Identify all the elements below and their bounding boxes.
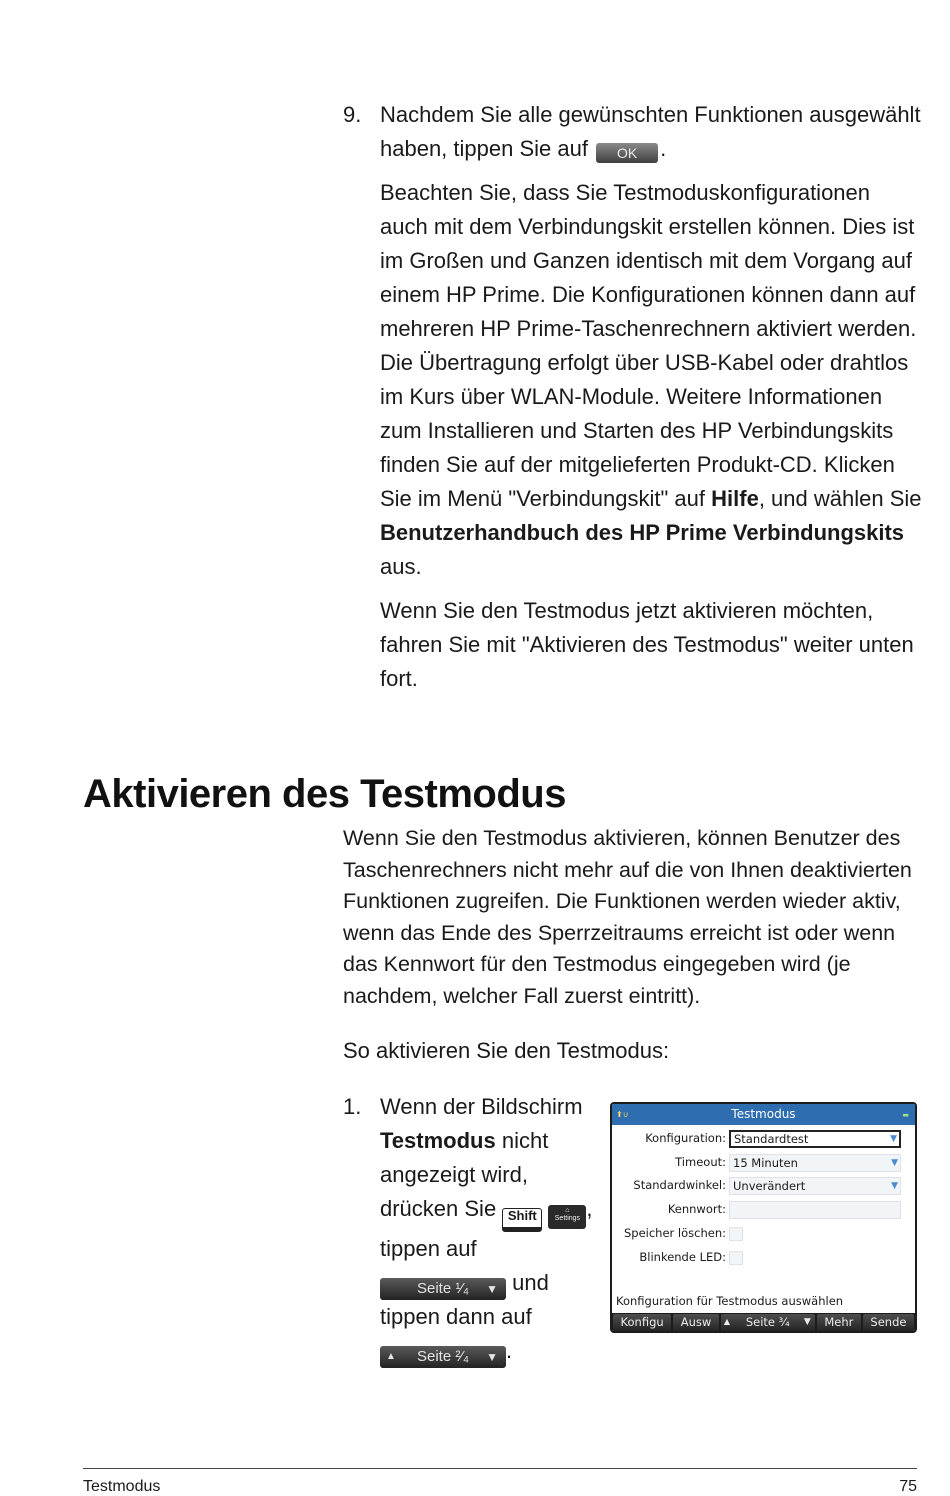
- home-settings-key-icon: ⌂ Settings: [548, 1205, 586, 1229]
- help-text: Konfiguration für Testmodus auswählen: [616, 1294, 844, 1308]
- arrow-down-icon: ▼: [486, 1282, 498, 1296]
- page-2-softkey: ▲ Seite ²⁄₄ ▼: [380, 1346, 506, 1368]
- menu-ausw[interactable]: Ausw: [673, 1314, 719, 1331]
- config-row: Konfiguration: Standardtest ▼: [612, 1129, 915, 1149]
- menu-mehr[interactable]: Mehr: [817, 1314, 861, 1331]
- angle-row: Standardwinkel: Unverändert ▼: [612, 1176, 915, 1196]
- page-1-softkey: Seite ¹⁄₄ ▼: [380, 1278, 506, 1300]
- calculator-screen: [610, 1102, 917, 1333]
- step-1: 1. Wenn der Bildschirm Testmodus nicht angezeigt wird, drücken Sie Shift ⌂ Settings , tippen auf Seite ¹⁄₄ ▼ und tippen dann auf ▲ Seite ²⁄₄ ▼ .: [343, 1090, 593, 1368]
- howto-line: So aktivieren Sie den Testmodus:: [343, 1038, 670, 1063]
- clear-memory-checkbox[interactable]: [729, 1227, 743, 1241]
- ok-softkey: OK: [596, 143, 658, 163]
- arrow-down-icon: ▼: [803, 1317, 811, 1327]
- dropdown-icon: ▼: [891, 1181, 898, 1191]
- arrow-up-icon: ▲: [386, 1351, 396, 1362]
- footer-divider: [83, 1468, 917, 1469]
- dropdown-icon: ▼: [890, 1134, 897, 1144]
- arrow-up-icon: ▲: [723, 1317, 730, 1326]
- intro-paragraph: Wenn Sie den Testmodus aktivieren, können Benutzer des Taschenrechners nicht mehr auf die von Ihnen deaktivierten Funktionen zugreifen. Die Funktionen werden wieder aktiv, wenn das Ende des Sperrzeitraums erreicht ist oder wenn das Kennwort für den Testmodus eingegeben wird (je nachdem, welcher Fall zuerst eintritt).: [343, 826, 912, 1008]
- step-number: 1.: [343, 1094, 362, 1119]
- blinking-led-row: Blinkende LED:: [612, 1248, 915, 1268]
- footer-section: Testmodus: [83, 1478, 161, 1495]
- status-icon: ⬆∪: [616, 1110, 629, 1119]
- clear-memory-row: Speicher löschen:: [612, 1224, 915, 1244]
- section-heading: Aktivieren des Testmodus: [83, 772, 566, 816]
- menu-page[interactable]: ▲ Seite ³⁄₄ ▼: [721, 1314, 815, 1331]
- softkey-menu: [612, 1313, 915, 1331]
- menu-konfigu[interactable]: Konfigu: [613, 1314, 671, 1331]
- connectivity-kit-note: Beachten Sie, dass Sie Testmoduskonfigurationen auch mit dem Verbindungskit erstellen können. Dies ist im Großen und Ganzen identisch mit dem Vorgang auf einem HP Prime. Die Konfigurationen können dann auf mehreren HP Prime-Taschenrechnern aktiviert werden. Die Übertragung erfolgt über USB-Kabel oder drahtlos im Kurs über WLAN-Module. Weitere Informationen zum Installieren und Starten des HP Verbindungskits finden Sie auf der mitgelieferten Produkt-CD. Klicken Sie im Menü "Verbindungskit" auf Hilfe, und wählen Sie Benutzerhandbuch des HP Prime Verbindungskits aus.: [380, 180, 922, 579]
- step-9-instruction: Nachdem Sie alle gewünschten Funktionen ausgewählt haben, tippen Sie auf OK .: [380, 102, 921, 161]
- page-number: 75: [899, 1478, 917, 1495]
- password-field[interactable]: [729, 1201, 901, 1219]
- dropdown-icon: ▼: [891, 1158, 898, 1168]
- battery-icon: ▬: [902, 1111, 909, 1119]
- config-select[interactable]: Standardtest ▼: [729, 1130, 901, 1148]
- step-9: [343, 98, 923, 696]
- activate-now-note: Wenn Sie den Testmodus jetzt aktivieren möchten, fahren Sie mit "Aktivieren des Testmodus" weiter unten fort.: [380, 598, 914, 691]
- timeout-select[interactable]: 15 Minuten ▼: [729, 1154, 901, 1172]
- menu-sende[interactable]: Sende: [863, 1314, 914, 1331]
- arrow-down-icon: ▼: [486, 1350, 498, 1364]
- angle-select[interactable]: Unverändert ▼: [729, 1177, 901, 1195]
- shift-key-icon: Shift: [502, 1208, 542, 1232]
- step-number: 9.: [343, 102, 362, 127]
- blinking-led-checkbox[interactable]: [729, 1251, 743, 1265]
- timeout-row: Timeout: 15 Minuten ▼: [612, 1153, 915, 1173]
- password-row: Kennwort:: [612, 1200, 915, 1220]
- screen-title-bar: ⬆∪ Testmodus ▬: [612, 1104, 915, 1125]
